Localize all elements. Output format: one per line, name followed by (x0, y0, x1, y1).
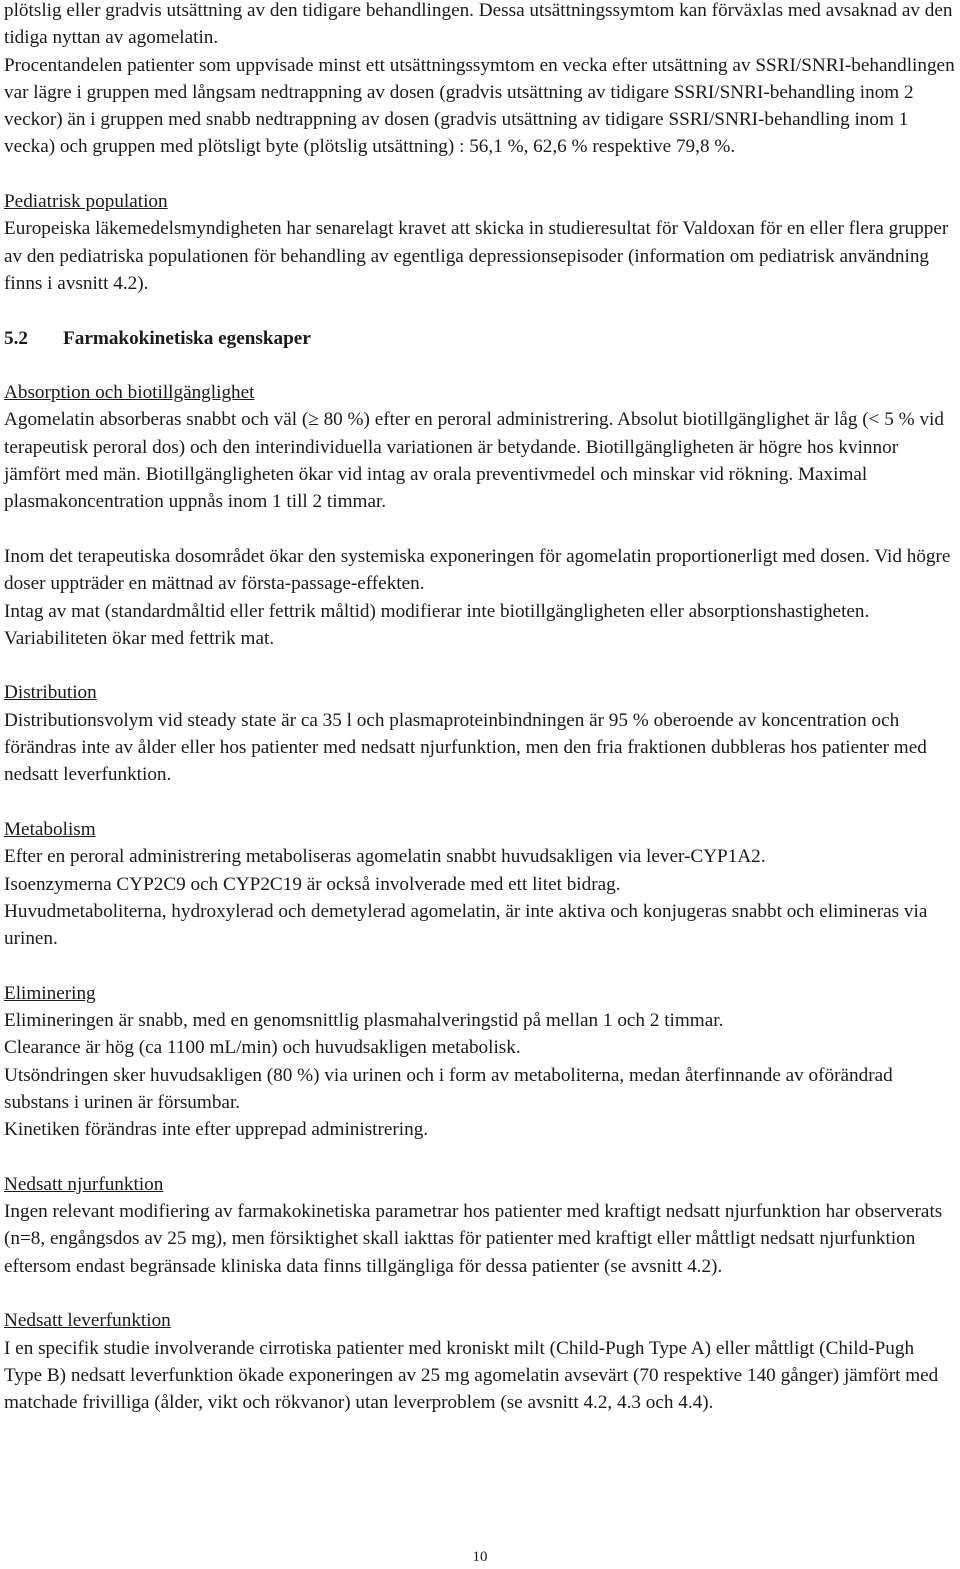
absorption-paragraph-1: Agomelatin absorberas snabbt och väl (≥ 80 %) efter en peroral administrering. Absolut biotillgänglighet är låg (< 5 % vid terapeutisk peroral dos) och den interindividuella variationen är betydande. Biotillgängligheten är högre hos kvinnor jämfört med män. Biotillgängligheten ökar vid intag av orala preventivmedel och minskar vid rökning. Maximal plasmakoncentration uppnås inom 1 till 2 timmar. (4, 409, 944, 513)
section-number: 5.2 (4, 327, 28, 349)
hepatic-heading: Nedsatt leverfunktion (4, 1310, 171, 1332)
metabolism-paragraph-2: Isoenzymerna CYP2C9 och CYP2C19 är också involverade med ett litet bidrag. (4, 873, 621, 895)
distribution-heading: Distribution (4, 682, 97, 704)
renal-heading: Nedsatt njurfunktion (4, 1173, 164, 1195)
metabolism-paragraph-3: Huvudmetaboliterna, hydroxylerad och demetylerad agomelatin, är inte aktiva och konjugeras snabbt och elimineras via urinen. (4, 900, 928, 950)
elimination-paragraph-4: Kinetiken förändras inte efter upprepad administrering. (4, 1119, 429, 1141)
elimination-paragraph-2: Clearance är hög (ca 1100 mL/min) och huvudsakligen metabolisk. (4, 1037, 521, 1059)
elimination-paragraph-3: Utsöndringen sker huvudsakligen (80 %) via urinen och i form av metaboliterna, medan återfinnande av oförändrad substans i urinen är försumbar. (4, 1064, 893, 1113)
distribution-text: Distributionsvolym vid steady state är ca 35 l och plasmaproteinbindningen är 95 % oberoende av koncentration och förändras inte av ålder eller hos patienter med nedsatt njurfunktion, men den fria fraktionen dubbleras hos patienter med nedsatt leverfunktion. (4, 709, 927, 786)
renal-text: Ingen relevant modifiering av farmakokinetiska parametrar hos patienter med kraftigt nedsatt njurfunktion har observerats (n=8, engångsdos av 25 mg), men försiktighet skall iakttas för patienter med kraftigt eller måttligt nedsatt njurfunktion eftersom endast begränsade kliniska data finns tillgängliga för dessa patienter (se avsnitt 4.2). (4, 1201, 943, 1277)
intro-paragraph-2: Procentandelen patienter som uppvisade minst ett utsättningssymtom en vecka efter utsättning av SSRI/SNRI-behandlingen var lägre i gruppen med långsam nedtrappning av dosen (gradvis utsättning av tidigare SSRI/SNRI-behandling inom 2 veckor) än i gruppen med snabb nedtrappning av dosen (gradvis utsättning av tidigare SSRI/SNRI-behandling inom 1 vecka) och gruppen med plötsligt byte (plötslig utsättning) : 56,1 %, 62,6 % respektive 79,8 %. (4, 54, 955, 158)
section-title: Farmakokinetiska egenskaper (63, 327, 311, 349)
document-page (4, 0, 956, 1416)
elimination-paragraph-1: Elimineringen är snabb, med en genomsnittlig plasmahalveringstid på mellan 1 och 2 timmar. (4, 1009, 724, 1031)
pediatric-heading: Pediatrisk population (4, 191, 168, 213)
absorption-heading: Absorption och biotillgänglighet (4, 382, 255, 404)
section-heading (4, 325, 956, 352)
absorption-paragraph-2: Inom det terapeutiska dosområdet ökar den systemiska exponeringen för agomelatin proportionerligt med dosen. Vid högre doser uppträder en mättnad av första-passage-effekten. (4, 545, 951, 595)
hepatic-text: I en specifik studie involverande cirrotiska patienter med kroniskt milt (Child-Pugh Type A) eller måttligt (Child-Pugh Type B) nedsatt leverfunktion ökade exponeringen av 25 mg agomelatin avsevärt (70 respektive 140 gånger) jämfört med matchade frivilliga (ålder, vikt och rökvanor) utan leverproblem (se avsnitt 4.2, 4.3 och 4.4). (4, 1337, 939, 1414)
intro-paragraph-1: plötslig eller gradvis utsättning av den tidigare behandlingen. Dessa utsättningssymtom kan förväxlas med avsaknad av den tidiga nyttan av agomelatin. (4, 0, 953, 49)
elimination-heading: Eliminering (4, 982, 96, 1004)
metabolism-paragraph-1: Efter en peroral administrering metaboliseras agomelatin snabbt huvudsakligen via lever-CYP1A2. (4, 846, 766, 868)
absorption-paragraph-3: Intag av mat (standardmåltid eller fettrik måltid) modifierar inte biotillgängligheten eller absorptionshastigheten. Variabiliteten ökar med fettrik mat. (4, 600, 870, 649)
metabolism-heading: Metabolism (4, 818, 96, 840)
page-number: 10 (472, 1549, 488, 1565)
pediatric-text: Europeiska läkemedelsmyndigheten har senarelagt kravet att skicka in studieresultat för Valdoxan för en eller flera grupper av den pediatriska populationen för behandling av egentliga depressionsepisoder (information om pediatrisk användning finns i avsnitt 4.2). (4, 218, 949, 294)
